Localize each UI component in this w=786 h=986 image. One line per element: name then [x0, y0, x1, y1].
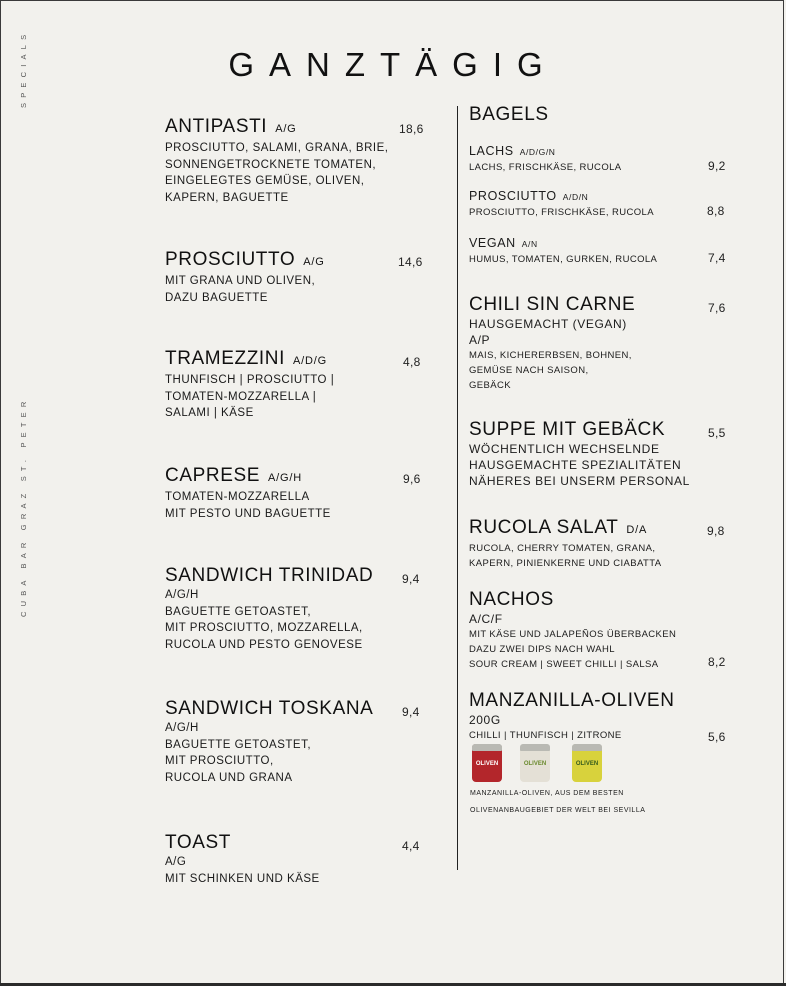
menu-item-antipasti — [165, 116, 388, 206]
item-description: PROSCIUTTO, FRISCHKÄSE, RUCOLA — [469, 207, 654, 218]
menu-item-caprese — [165, 465, 331, 522]
allergen-codes: A/G/H — [268, 472, 302, 484]
price-nachos: 8,2 — [708, 655, 726, 669]
side-label-venue: CUBA BAR GRAZ ST. PETER — [19, 396, 28, 617]
item-name: CAPRESE — [165, 465, 261, 486]
olive-jar-zitrone: OLIVEN — [572, 744, 602, 782]
price-bagel-lachs: 9,2 — [708, 159, 726, 173]
menu-item-sandwich-toskana — [165, 698, 373, 786]
item-subtitle: HAUSGEMACHT (VEGAN) — [469, 317, 627, 331]
price-bagel-prosciutto: 8,8 — [707, 204, 725, 218]
column-divider — [457, 106, 458, 870]
price-prosciutto: 14,6 — [398, 255, 423, 269]
allergen-codes: A/G — [275, 123, 297, 135]
olive-jar-chilli: OLIVEN — [472, 744, 502, 782]
allergen-codes: A/D/G — [293, 355, 327, 367]
allergen-codes: A/C/F — [469, 612, 503, 626]
item-name: MANZANILLA-OLIVEN — [469, 690, 675, 711]
item-description: A/G/H BAGUETTE GETOASTET, MIT PROSCIUTTO, MOZZARELLA, RUCOLA UND PESTO GENOVESE — [165, 587, 373, 653]
price-toskana: 9,4 — [402, 705, 420, 719]
price-suppe: 5,5 — [708, 426, 726, 440]
side-label-specials: SPECIALS — [19, 29, 28, 108]
allergen-codes: A/P — [469, 333, 491, 347]
item-name: PROSCIUTTO — [165, 249, 296, 270]
item-name: CHILI SIN CARNE — [469, 294, 636, 315]
item-description: MIT KÄSE UND JALAPEÑOS ÜBERBACKEN DAZU ZWEI DIPS NACH WAHL SOUR CREAM | SWEET CHILLI | SALSA — [469, 629, 677, 670]
menu-item-bagel-vegan: VEGAN A/N HUMUS, TOMATEN, GURKEN, RUCOLA — [469, 236, 658, 265]
item-description: THUNFISCH | PROSCIUTTO | TOMATEN-MOZZARELLA | SALAMI | KÄSE — [165, 374, 335, 419]
item-description: TOMATEN-MOZZARELLA MIT PESTO UND BAGUETTE — [165, 491, 331, 520]
item-description: MAIS, KICHERERBSEN, BOHNEN, GEMÜSE NACH SAISON, GEBÄCK — [469, 350, 632, 391]
item-subtitle: 200G — [469, 713, 501, 727]
item-name: SANDWICH TRINIDAD — [165, 565, 374, 586]
item-description: RUCOLA, CHERRY TOMATEN, GRANA, KAPERN, PINIENKERNE UND CIABATTA — [469, 543, 662, 569]
price-tramezzini: 4,8 — [403, 355, 421, 369]
olive-jar-thunfisch: OLIVEN — [520, 744, 550, 782]
item-name: SUPPE MIT GEBÄCK — [469, 419, 666, 440]
allergen-codes: A/G — [165, 856, 187, 868]
menu-item-bagel-prosciutto: PROSCIUTTO A/D/N PROSCIUTTO, FRISCHKÄSE, RUCOLA — [469, 189, 654, 218]
page-title: GANZTÄGIG — [228, 46, 558, 83]
item-name: NACHOS — [469, 589, 554, 610]
price-trinidad: 9,4 — [402, 572, 420, 586]
section-bagels — [469, 104, 549, 126]
item-name: ANTIPASTI — [165, 116, 268, 137]
price-bagel-vegan: 7,4 — [708, 251, 726, 265]
item-name: TRAMEZZINI — [165, 348, 285, 369]
price-toast: 4,4 — [402, 839, 420, 853]
section-title: BAGELS — [469, 104, 549, 125]
item-description: PROSCIUTTO, SALAMI, GRANA, BRIE, SONNENGETROCKNETE TOMATEN, EINGELEGTES GEMÜSE, OLIVEN, KAPERN, BAGUETTE — [165, 142, 389, 204]
price-rucola: 9,8 — [707, 524, 725, 538]
price-caprese: 9,6 — [403, 472, 421, 486]
item-name: TOAST — [165, 832, 231, 853]
menu-item-prosciutto — [165, 249, 325, 306]
item-description: HUMUS, TOMATEN, GURKEN, RUCOLA — [469, 254, 658, 265]
item-description: A/G/H BAGUETTE GETOASTET, MIT PROSCIUTTO, RUCOLA UND GRANA — [165, 720, 373, 786]
olive-footnote-line-1: MANZANILLA-OLIVEN, AUS DEM BESTEN — [470, 790, 624, 797]
item-description: LACHS, FRISCHKÄSE, RUCOLA — [469, 162, 622, 173]
menu-item-sandwich-trinidad — [165, 565, 373, 653]
menu-item-suppe — [469, 419, 690, 489]
allergen-codes: D/A — [626, 524, 648, 536]
item-description: MIT GRANA UND OLIVEN, DAZU BAGUETTE — [165, 275, 316, 304]
menu-item-toast — [165, 832, 320, 887]
item-description: CHILLI | THUNFISCH | ZITRONE — [469, 730, 622, 741]
price-oliven: 5,6 — [708, 730, 726, 744]
olive-footnote-line-2: OLIVENANBAUGEBIET DER WELT BEI SEVILLA — [470, 807, 646, 814]
allergen-codes: A/G/H — [165, 722, 199, 734]
menu-item-tramezzini — [165, 348, 334, 422]
allergen-codes: A/G — [303, 256, 325, 268]
item-name: SANDWICH TOSKANA — [165, 698, 374, 719]
price-antipasti: 18,6 — [399, 122, 424, 136]
menu-item-bagel-lachs: LACHS A/D/G/N LACHS, FRISCHKÄSE, RUCOLA — [469, 144, 622, 173]
allergen-codes: A/G/H — [165, 589, 199, 601]
allergen-codes: A/D/N — [562, 192, 589, 202]
item-description: WÖCHENTLICH WECHSELNDE HAUSGEMACHTE SPEZIALITÄTEN NÄHERES BEI UNSERM PERSONAL — [469, 442, 690, 488]
allergen-codes: A/D/G/N — [519, 147, 556, 157]
allergen-codes: A/N — [521, 239, 538, 249]
item-name: RUCOLA SALAT — [469, 517, 619, 538]
price-chili: 7,6 — [708, 301, 726, 315]
item-description: A/G MIT SCHINKEN UND KÄSE — [165, 856, 320, 885]
menu-item-nachos — [469, 589, 676, 672]
menu-item-manzanilla-oliven — [469, 690, 675, 743]
menu-item-chili — [469, 294, 635, 393]
menu-item-rucola-salat — [469, 517, 661, 571]
